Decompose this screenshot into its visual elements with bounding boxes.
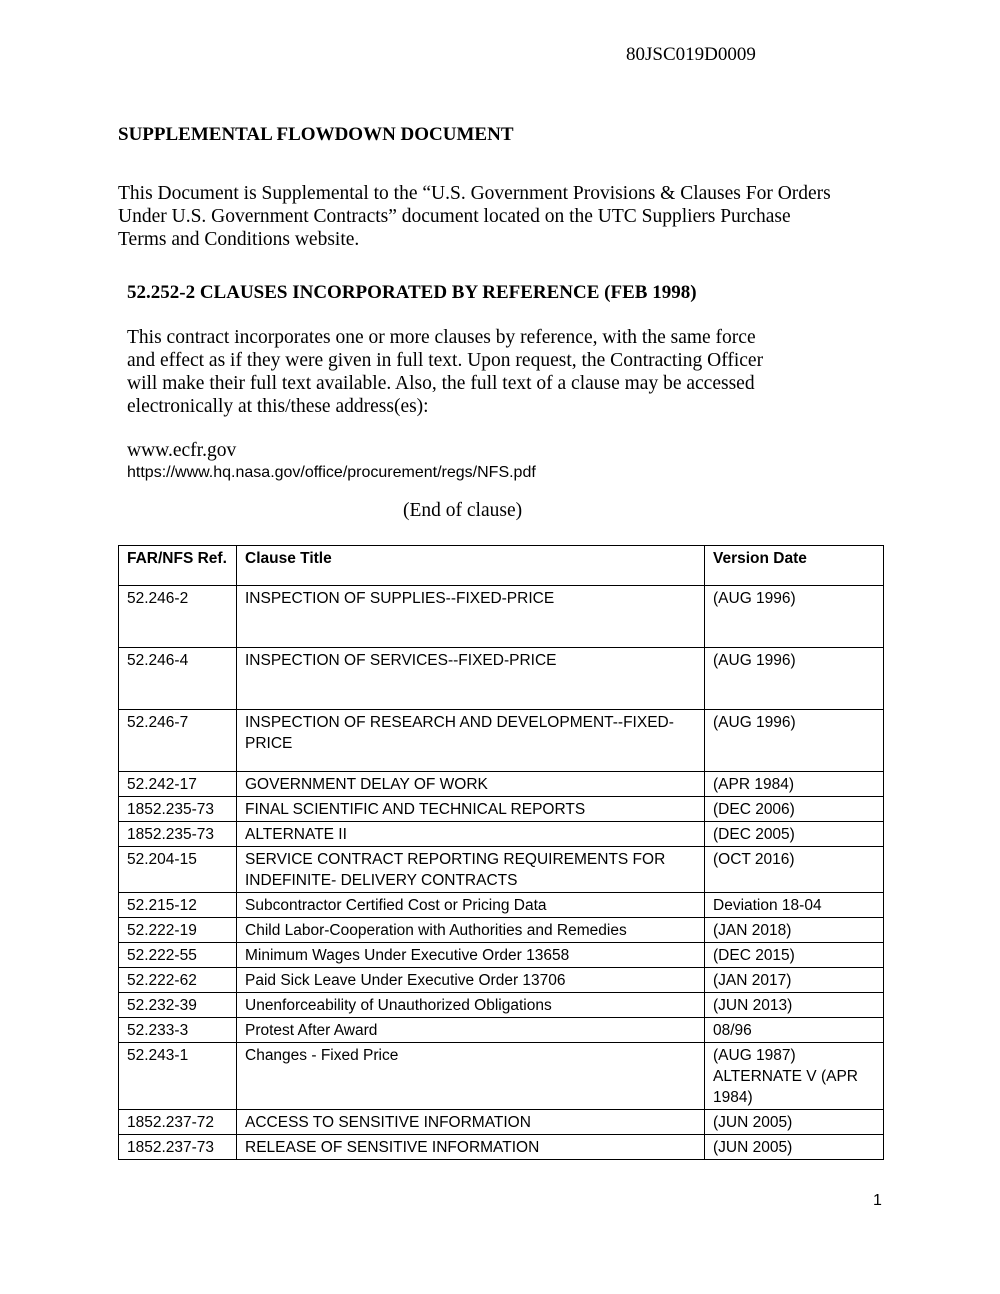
cell-date: (OCT 2016): [705, 847, 884, 893]
cell-title: Paid Sick Leave Under Executive Order 13706: [237, 968, 705, 993]
cell-ref: 52.222-19: [119, 918, 237, 943]
table-header-row: [119, 546, 884, 586]
cell-date: (JAN 2017): [705, 968, 884, 993]
cell-date: 08/96: [705, 1018, 884, 1043]
clause-table: [118, 545, 884, 1160]
clause-line: This contract incorporates one or more clauses by reference, with the same force: [127, 327, 756, 348]
table-row: [119, 797, 884, 822]
document-id: 80JSC019D0009: [626, 44, 756, 65]
column-header-ref: FAR/NFS Ref.: [119, 546, 237, 586]
cell-ref: 1852.235-73: [119, 797, 237, 822]
ecfr-link[interactable]: www.ecfr.gov: [127, 440, 237, 461]
cell-date: (AUG 1996): [705, 710, 884, 772]
table-row: [119, 847, 884, 893]
table-row: [119, 1043, 884, 1110]
cell-title: Changes - Fixed Price: [237, 1043, 705, 1110]
cell-date: (JAN 2018): [705, 918, 884, 943]
intro-paragraph: [118, 182, 878, 251]
cell-ref: 1852.237-72: [119, 1110, 237, 1135]
cell-date: (APR 1984): [705, 772, 884, 797]
clause-line: electronically at this/these address(es):: [127, 396, 429, 417]
cell-ref: 52.246-2: [119, 586, 237, 648]
cell-ref: 52.215-12: [119, 893, 237, 918]
cell-ref: 52.233-3: [119, 1018, 237, 1043]
table-row: [119, 772, 884, 797]
cell-date: (DEC 2006): [705, 797, 884, 822]
clause-paragraph: [127, 326, 787, 418]
cell-title: RELEASE OF SENSITIVE INFORMATION: [237, 1135, 705, 1160]
cell-title: Minimum Wages Under Executive Order 13658: [237, 943, 705, 968]
table-row: [119, 918, 884, 943]
cell-date-line: ALTERNATE V (APR: [713, 1068, 858, 1085]
intro-line: Under U.S. Government Contracts” document located on the UTC Suppliers Purchase: [118, 206, 791, 227]
table-row: [119, 710, 884, 772]
cell-title: INSPECTION OF SUPPLIES--FIXED-PRICE: [237, 586, 705, 648]
cell-ref: 52.246-4: [119, 648, 237, 710]
cell-title: [237, 847, 705, 893]
table-row: [119, 993, 884, 1018]
clause-heading: 52.252-2 CLAUSES INCORPORATED BY REFERENCE (FEB 1998): [127, 282, 697, 303]
cell-ref: 52.246-7: [119, 710, 237, 772]
cell-date: [705, 1043, 884, 1110]
table-row: [119, 893, 884, 918]
cell-date-line: 1984): [713, 1089, 753, 1106]
cell-ref: 52.232-39: [119, 993, 237, 1018]
end-of-clause: (End of clause): [403, 500, 523, 521]
intro-line: Terms and Conditions website.: [118, 229, 360, 250]
intro-line: This Document is Supplemental to the “U.S. Government Provisions & Clauses For Orders: [118, 183, 831, 204]
nfs-link[interactable]: https://www.hq.nasa.gov/office/procurement/regs/NFS.pdf: [127, 464, 536, 481]
table-row: [119, 648, 884, 710]
column-header-date: Version Date: [705, 546, 884, 586]
cell-title: Protest After Award: [237, 1018, 705, 1043]
cell-date: (JUN 2013): [705, 993, 884, 1018]
cell-ref: 52.243-1: [119, 1043, 237, 1110]
cell-ref: 52.204-15: [119, 847, 237, 893]
cell-ref: 1852.235-73: [119, 822, 237, 847]
page-title: SUPPLEMENTAL FLOWDOWN DOCUMENT: [118, 124, 514, 145]
cell-title: Subcontractor Certified Cost or Pricing Data: [237, 893, 705, 918]
cell-title: INSPECTION OF SERVICES--FIXED-PRICE: [237, 648, 705, 710]
cell-title-line: SERVICE CONTRACT REPORTING REQUIREMENTS FOR: [245, 851, 666, 868]
cell-title: Unenforceability of Unauthorized Obligations: [237, 993, 705, 1018]
page-number: 1: [873, 1192, 882, 1209]
table-row: [119, 1018, 884, 1043]
cell-date: (DEC 2015): [705, 943, 884, 968]
cell-title: INSPECTION OF RESEARCH AND DEVELOPMENT--FIXED-PRICE: [237, 710, 705, 772]
cell-title: FINAL SCIENTIFIC AND TECHNICAL REPORTS: [237, 797, 705, 822]
table-row: [119, 968, 884, 993]
table-row: [119, 1110, 884, 1135]
column-header-title: Clause Title: [237, 546, 705, 586]
cell-title: Child Labor-Cooperation with Authorities and Remedies: [237, 918, 705, 943]
cell-date: (AUG 1996): [705, 586, 884, 648]
cell-date: (DEC 2005): [705, 822, 884, 847]
cell-ref: 1852.237-73: [119, 1135, 237, 1160]
cell-ref: 52.242-17: [119, 772, 237, 797]
table-row: [119, 586, 884, 648]
cell-date: (JUN 2005): [705, 1135, 884, 1160]
cell-date: (JUN 2005): [705, 1110, 884, 1135]
cell-title: GOVERNMENT DELAY OF WORK: [237, 772, 705, 797]
cell-date: Deviation 18-04: [705, 893, 884, 918]
cell-date-line: (AUG 1987): [713, 1047, 796, 1064]
clause-line: will make their full text available. Also, the full text of a clause may be accessed: [127, 373, 755, 394]
cell-title: ACCESS TO SENSITIVE INFORMATION: [237, 1110, 705, 1135]
cell-ref: 52.222-55: [119, 943, 237, 968]
cell-date: (AUG 1996): [705, 648, 884, 710]
table-row: [119, 1135, 884, 1160]
cell-title: ALTERNATE II: [237, 822, 705, 847]
table-row: [119, 943, 884, 968]
cell-title-line: INDEFINITE- DELIVERY CONTRACTS: [245, 872, 518, 889]
table-row: [119, 822, 884, 847]
cell-ref: 52.222-62: [119, 968, 237, 993]
clause-line: and effect as if they were given in full text. Upon request, the Contracting Officer: [127, 350, 764, 371]
